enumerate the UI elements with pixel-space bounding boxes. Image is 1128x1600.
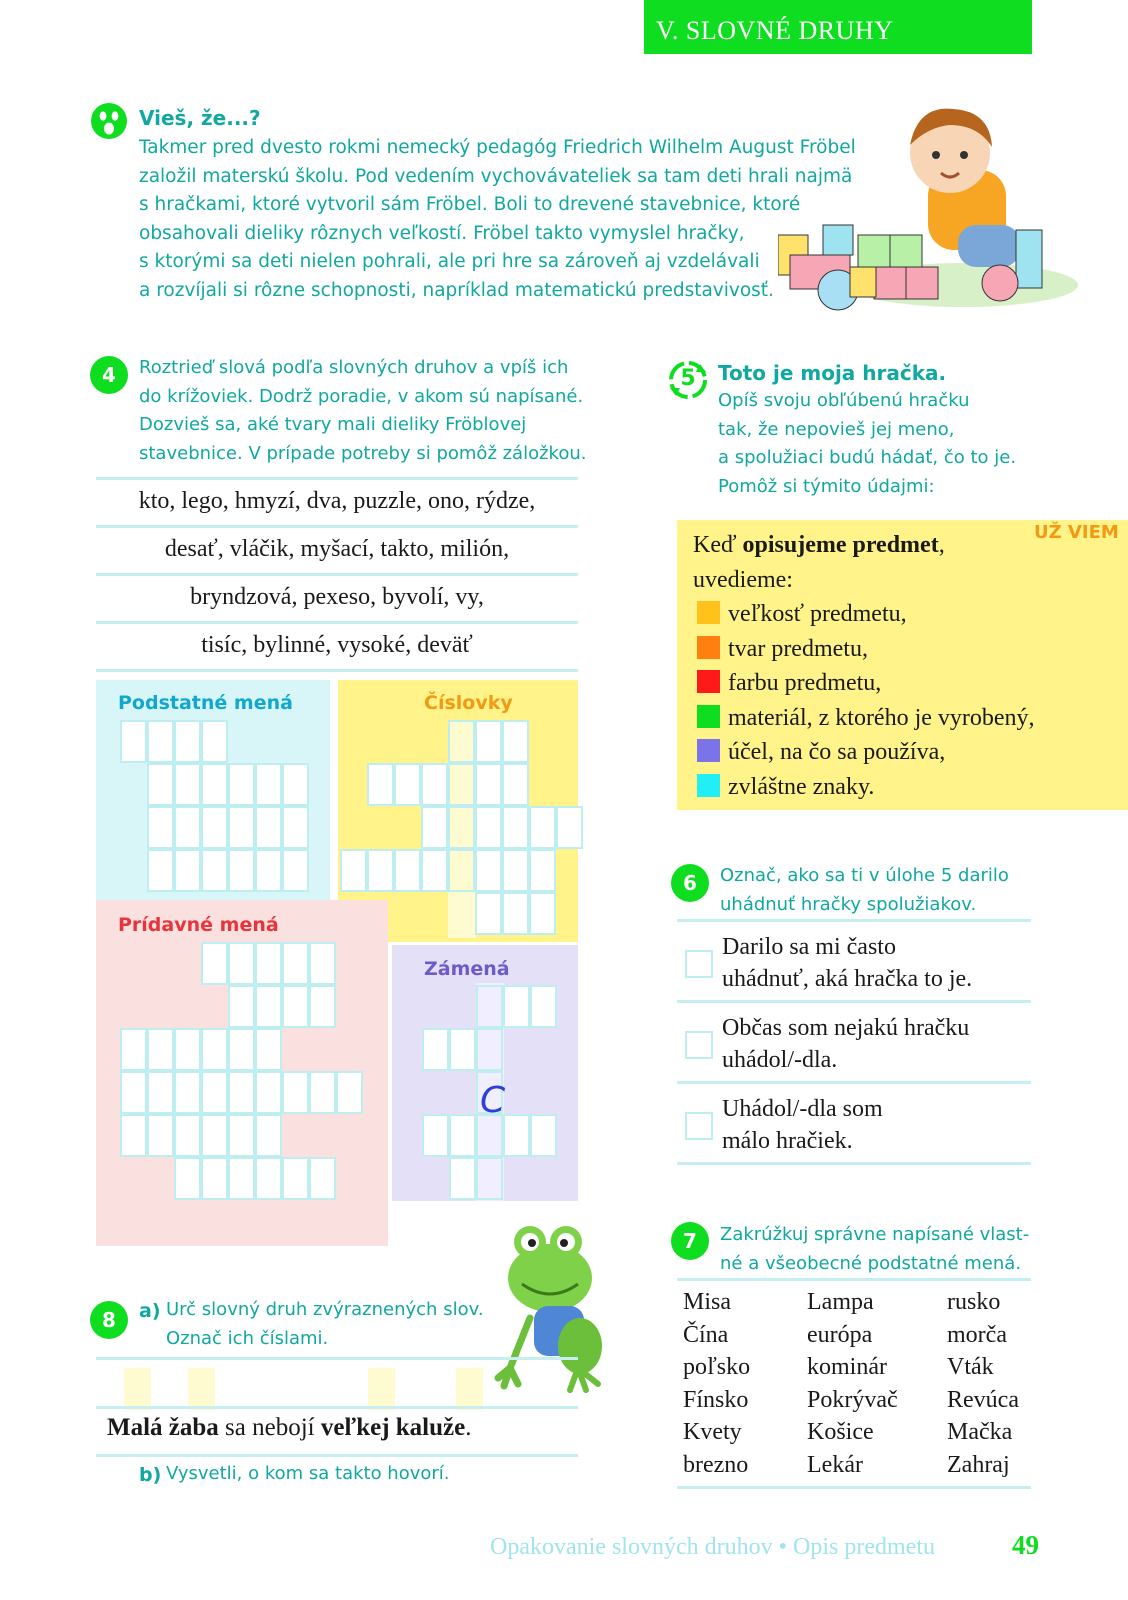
nouns-crossword-cell[interactable]: [147, 763, 174, 806]
numerals-crossword-cell[interactable]: [475, 849, 502, 892]
surprise-face-icon: [90, 102, 128, 145]
nouns-crossword-cell[interactable]: [174, 849, 201, 892]
adjectives-crossword-cell[interactable]: [309, 1157, 336, 1200]
pronouns-crossword-cell[interactable]: [476, 1028, 503, 1071]
pronouns-crossword-cell[interactable]: [530, 1114, 557, 1157]
answer-box-4[interactable]: [456, 1368, 483, 1410]
pronouns-label: Zámená: [424, 958, 510, 980]
task-6-number: 6: [671, 864, 709, 902]
adjectives-crossword-cell[interactable]: [201, 1114, 228, 1157]
list-item: veľkosť predmetu,: [697, 597, 1035, 632]
pronouns-crossword-cell[interactable]: [476, 985, 503, 1028]
nouns-crossword-cell[interactable]: [174, 763, 201, 806]
color-color-swatch: [697, 670, 720, 693]
numerals-crossword-cell[interactable]: [502, 720, 529, 763]
pronouns-crossword-cell[interactable]: [422, 1028, 449, 1071]
task-7-instructions: Zakrúžkuj správne napísané vlast- né a všeobecné podstatné mená.: [720, 1224, 1030, 1274]
nouns-crossword-cell[interactable]: [228, 849, 255, 892]
adjectives-crossword-cell[interactable]: [309, 942, 336, 985]
nouns-crossword-cell[interactable]: [201, 720, 228, 763]
nouns-crossword-cell[interactable]: [228, 806, 255, 849]
numerals-crossword-cell[interactable]: [448, 720, 475, 763]
nouns-crossword-cell[interactable]: [174, 720, 201, 763]
numerals-crossword-cell[interactable]: [421, 806, 448, 849]
word-list-line-1: kto, lego, hmyzí, dva, puzzle, ono, rýdze,: [138, 488, 536, 514]
numerals-crossword-cell[interactable]: [502, 763, 529, 806]
footer-text: Opakovanie slovných druhov • Opis predmetu: [490, 1534, 935, 1560]
nouns-label: Podstatné mená: [118, 692, 293, 714]
chapter-title: V. SLOVNÉ DRUHY: [656, 16, 894, 45]
answer-box-2[interactable]: [188, 1368, 215, 1410]
name-cell[interactable]: Vták: [947, 1354, 994, 1380]
adjectives-crossword-cell[interactable]: [282, 1071, 309, 1114]
adjectives-crossword-cell[interactable]: [282, 942, 309, 985]
table-row: [683, 1319, 1019, 1352]
table-row: [683, 1416, 1019, 1449]
divider: [677, 1000, 1031, 1003]
adjectives-label: Prídavné mená: [118, 914, 279, 936]
list-item: farbu predmetu,: [697, 666, 1035, 701]
task-8a-instructions: Urč slovný druh zvýraznených slov. Označ ich číslami.: [166, 1299, 484, 1349]
nouns-crossword-cell[interactable]: [282, 763, 309, 806]
numerals-crossword-cell[interactable]: [502, 806, 529, 849]
adjectives-crossword-cell[interactable]: [228, 1157, 255, 1200]
nouns-crossword-cell[interactable]: [147, 720, 174, 763]
name-cell[interactable]: Košice: [807, 1419, 874, 1445]
list-item: účel, na čo sa používa,: [697, 735, 1035, 770]
nouns-crossword-cell[interactable]: [255, 806, 282, 849]
task-6-instructions: Označ, ako sa ti v úlohe 5 darilo uhádnuť hračky spolužiakov.: [720, 865, 1009, 915]
divider: [96, 525, 578, 528]
adjectives-crossword-cell[interactable]: [147, 1028, 174, 1071]
name-cell[interactable]: morča: [947, 1321, 1007, 1348]
divider: [677, 1081, 1031, 1084]
task-7-number: 7: [671, 1222, 709, 1260]
adjectives-crossword-cell[interactable]: [255, 985, 282, 1028]
divider: [677, 1162, 1031, 1165]
name-cell[interactable]: Lampa: [807, 1289, 874, 1315]
option-text-1: Darilo sa mi často uhádnuť, aká hračka to je.: [722, 934, 973, 992]
frog-illustration: [490, 1218, 616, 1398]
adjectives-crossword-cell[interactable]: [120, 1114, 147, 1157]
numerals-extra-crossword-cell[interactable]: [529, 892, 556, 935]
nouns-crossword-cell[interactable]: [282, 849, 309, 892]
nouns-crossword-cell[interactable]: [228, 763, 255, 806]
table-row: [683, 1384, 1019, 1417]
nouns-crossword-cell[interactable]: [282, 806, 309, 849]
divider: [96, 621, 578, 624]
adjectives-crossword-cell[interactable]: [282, 985, 309, 1028]
nouns-crossword-cell[interactable]: [201, 849, 228, 892]
name-cell[interactable]: Zahraj: [947, 1451, 1010, 1478]
task-8-number: 8: [90, 1301, 128, 1339]
fact-title: Vieš, že...?: [139, 106, 261, 130]
purpose-color-swatch: [697, 739, 720, 762]
adjectives-crossword-cell[interactable]: [174, 1157, 201, 1200]
numerals-crossword-cell[interactable]: [421, 849, 448, 892]
divider: [96, 1357, 578, 1360]
numerals-crossword-cell[interactable]: [529, 806, 556, 849]
pronouns-crossword-cell[interactable]: [503, 985, 530, 1028]
word-list-line-3: bryndzová, pexeso, byvolí, vy,: [190, 584, 484, 610]
divider: [677, 1278, 1031, 1281]
table-row: [683, 1449, 1019, 1482]
divider: [96, 477, 578, 480]
divider: [677, 919, 1031, 922]
name-cell[interactable]: poľsko: [683, 1354, 751, 1380]
material-color-swatch: [697, 705, 720, 728]
numerals-crossword-cell[interactable]: [421, 763, 448, 806]
task-4-number: 4: [90, 356, 128, 394]
adjectives-crossword-cell[interactable]: [120, 1071, 147, 1114]
adjectives-crossword-cell[interactable]: [228, 1028, 255, 1071]
adjectives-crossword-cell[interactable]: [228, 985, 255, 1028]
fact-text: Takmer pred dvesto rokmi nemecký pedagóg Friedrich Wilhelm August Fröbel založil materskú školu. Pod vedením vychovávateliek sa tam deti hrali najmä s hračkami, ktoré vytvoril sám Fröbel. Boli to drevené stavebnice, ktoré obsahovali dieliky rôznych veľkostí. Fröbel takto vymyslel hračky, s ktorými sa deti nielen pohrali, ale pri hre sa zároveň aj vzdelávali a rozvíjali si rôzne schopnosti, napríklad matematickú predstavivosť.: [139, 137, 856, 301]
name-cell[interactable]: Mačka: [947, 1419, 1013, 1445]
name-cell[interactable]: Čína: [683, 1321, 729, 1348]
hint-list: [697, 597, 1035, 804]
option-checkbox-3[interactable]: [685, 1112, 713, 1140]
adjectives-crossword-cell[interactable]: [309, 985, 336, 1028]
adjectives-crossword-cell[interactable]: [147, 1071, 174, 1114]
table-row: [683, 1286, 1019, 1319]
list-item: tvar predmetu,: [697, 632, 1035, 667]
list-item: zvláštne znaky.: [697, 770, 1035, 805]
nouns-crossword-cell[interactable]: [174, 806, 201, 849]
adjectives-crossword-cell[interactable]: [201, 1157, 228, 1200]
boy-with-blocks-illustration: [778, 95, 1078, 315]
adjectives-crossword-cell[interactable]: [174, 1028, 201, 1071]
task-8b-label: b): [139, 1464, 162, 1486]
answer-box-3[interactable]: [368, 1368, 395, 1410]
option-checkbox-2[interactable]: [685, 1031, 713, 1059]
nouns-crossword-cell[interactable]: [201, 806, 228, 849]
pronouns-crossword-cell[interactable]: [449, 1114, 476, 1157]
features-color-swatch: [697, 774, 720, 797]
numerals-crossword-cell[interactable]: [475, 806, 502, 849]
divider: [96, 573, 578, 576]
numerals-label: Číslovky: [424, 692, 513, 714]
names-table: [683, 1286, 1019, 1481]
adjectives-crossword-cell[interactable]: [174, 1071, 201, 1114]
adjectives-crossword-cell[interactable]: [255, 942, 282, 985]
name-cell[interactable]: brezno: [683, 1451, 749, 1478]
list-item: materiál, z ktorého je vyrobený,: [697, 701, 1035, 736]
nouns-crossword-cell[interactable]: [120, 720, 147, 763]
adjectives-crossword-cell[interactable]: [201, 1071, 228, 1114]
numerals-crossword-cell[interactable]: [367, 763, 394, 806]
adjectives-crossword-cell[interactable]: [336, 1071, 363, 1114]
divider: [677, 1486, 1031, 1489]
nouns-crossword-cell[interactable]: [147, 806, 174, 849]
option-text-2: Občas som nejakú hračku uhádol/-dla.: [722, 1015, 970, 1073]
name-cell[interactable]: Lekár: [807, 1451, 863, 1478]
divider: [96, 1406, 578, 1409]
name-cell[interactable]: európa: [807, 1321, 873, 1348]
pronouns-crossword-cell[interactable]: [503, 1114, 530, 1157]
name-cell[interactable]: rusko: [947, 1289, 1001, 1315]
name-cell[interactable]: Fínsko: [683, 1386, 749, 1413]
numerals-crossword-cell[interactable]: [475, 720, 502, 763]
numerals-crossword-cell[interactable]: [448, 763, 475, 806]
name-cell[interactable]: Pokrývač: [807, 1386, 898, 1413]
name-cell[interactable]: Revúca: [947, 1386, 1019, 1413]
adjectives-crossword-cell[interactable]: [201, 1028, 228, 1071]
adjectives-crossword-cell[interactable]: [255, 1028, 282, 1071]
example-sentence: Malá žaba sa nebojí veľkej kaluže.: [107, 1414, 472, 1441]
table-row: [683, 1351, 1019, 1384]
pronouns-crossword-cell[interactable]: [422, 1114, 449, 1157]
pronouns-crossword-cell[interactable]: [530, 985, 557, 1028]
option-checkbox-1[interactable]: [685, 950, 713, 978]
nouns-crossword-cell[interactable]: [201, 763, 228, 806]
pronoun-given-letter: C: [480, 1080, 506, 1121]
page-number: 49: [1012, 1530, 1039, 1560]
task-5-title: Toto je moja hračka.: [718, 361, 947, 385]
numerals-crossword-cell[interactable]: [502, 849, 529, 892]
adjectives-crossword-cell[interactable]: [255, 1071, 282, 1114]
name-cell[interactable]: kominár: [807, 1354, 887, 1380]
numerals-crossword-cell[interactable]: [529, 849, 556, 892]
adjectives-crossword-cell[interactable]: [282, 1157, 309, 1200]
task-8a-label: a): [139, 1300, 161, 1322]
adjectives-crossword-cell[interactable]: [174, 1114, 201, 1157]
name-cell[interactable]: Misa: [683, 1289, 731, 1315]
numerals-extra-crossword-cell[interactable]: [502, 892, 529, 935]
task-5-number: 5: [680, 366, 696, 391]
name-cell[interactable]: Kvety: [683, 1419, 742, 1445]
numerals-crossword-cell[interactable]: [394, 763, 421, 806]
answer-box-1[interactable]: [124, 1368, 151, 1410]
divider: [96, 669, 578, 672]
pronouns-crossword-cell[interactable]: [476, 1157, 503, 1200]
numerals-crossword-cell[interactable]: [340, 849, 367, 892]
numerals-crossword-cell[interactable]: [556, 806, 583, 849]
option-text-3: Uhádol/-dla som málo hračiek.: [722, 1096, 883, 1154]
numerals-extra-crossword-cell[interactable]: [475, 892, 502, 935]
nouns-crossword-cell[interactable]: [255, 849, 282, 892]
pronouns-crossword-cell[interactable]: [449, 1028, 476, 1071]
pronouns-crossword-cell[interactable]: [449, 1157, 476, 1200]
adjectives-crossword-cell[interactable]: [228, 1071, 255, 1114]
adjectives-crossword-cell[interactable]: [201, 942, 228, 985]
numerals-crossword-cell[interactable]: [367, 849, 394, 892]
numerals-crossword-cell[interactable]: [475, 763, 502, 806]
adjectives-crossword-cell[interactable]: [255, 1114, 282, 1157]
nouns-crossword-cell[interactable]: [255, 763, 282, 806]
numerals-crossword-cell[interactable]: [394, 849, 421, 892]
task-4-instructions: Roztrieď slová podľa slovných druhov a vpíš ich do krížoviek. Dodrž poradie, v akom sú napísané. Dozvieš sa, aké tvary mali dieliky Fröblovej stavebnice. V prípade potreby si pomôž záložkou.: [139, 357, 587, 464]
numerals-crossword-cell[interactable]: [448, 806, 475, 849]
task-8b-instructions: Vysvetli, o kom sa takto hovorí.: [166, 1463, 450, 1484]
adjectives-crossword-cell[interactable]: [120, 1028, 147, 1071]
adjectives-crossword-cell[interactable]: [147, 1114, 174, 1157]
divider: [96, 1454, 578, 1457]
numerals-crossword-cell[interactable]: [448, 849, 475, 892]
hint-intro: Keď opisujeme predmet, uvedieme:: [693, 532, 945, 593]
size-color-swatch: [697, 601, 720, 624]
adjectives-crossword-cell[interactable]: [255, 1157, 282, 1200]
nouns-crossword-cell[interactable]: [147, 849, 174, 892]
shape-color-swatch: [697, 636, 720, 659]
word-list-line-4: tisíc, bylinné, vysoké, deväť: [201, 632, 473, 658]
adjectives-crossword-cell[interactable]: [309, 1071, 336, 1114]
word-list-line-2: desať, vláčik, myšací, takto, milión,: [164, 536, 510, 562]
task-5-instructions: Opíš svoju obľúbenú hračku tak, že nepovieš jej meno, a spolužiaci budú hádať, čo to je. Pomôž si týmito údajmi:: [718, 390, 1017, 497]
already-know-badge: UŽ VIEM: [1034, 522, 1119, 543]
adjectives-crossword-cell[interactable]: [228, 942, 255, 985]
adjectives-crossword-cell[interactable]: [228, 1114, 255, 1157]
